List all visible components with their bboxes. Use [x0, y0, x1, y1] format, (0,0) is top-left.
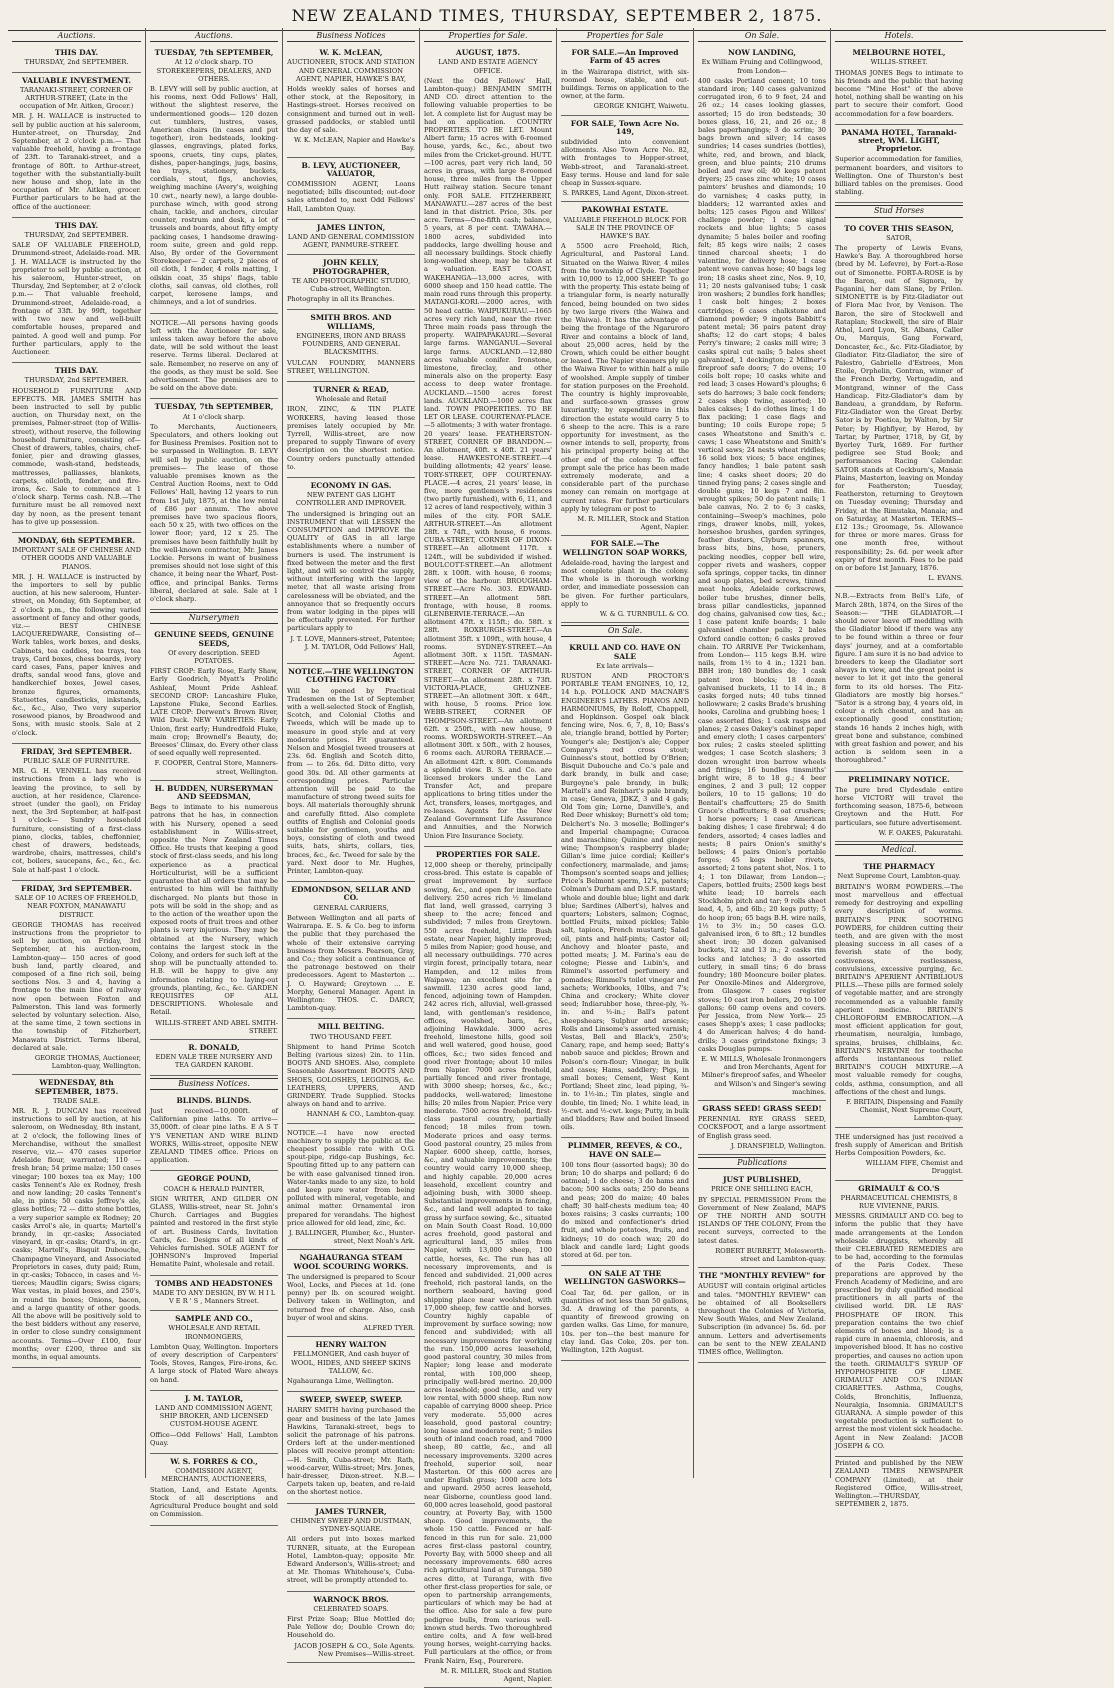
advertisement [835, 587, 963, 771]
ad-signature: GEORGE THOMAS, Auctioneer, Lambton-quay, Wellington. [34, 1053, 141, 1071]
advertisement [12, 533, 141, 744]
advertisement [12, 218, 141, 363]
advertisement [287, 478, 415, 664]
ad-body: Just received—10,000ft. of Californian pine laths. To arrive—35,000ft. of clear pine laths. E A S T Y'S VENETIAN AND WIRE BLIND WORKS, Willis-street, opposite NEW ZEALAND TIMES office. Prices on application. [150, 1106, 278, 1165]
ad-body: All orders put into boxes marked TURNER, situate, at the European Hotel, Lambton-quay; opposite Mr. Edward Anderson's, Willis-street; and at Mr. Thomas Whitehouse's, Cuba-street, will be promptly attended to. [287, 1535, 415, 1585]
ad-title: TUESDAY, 7th SEPTEMBER, [154, 402, 274, 412]
newspaper-columns [8, 28, 1106, 1684]
masthead-title: NEW ZEALAND TIMES, THURSDAY, SEPTEMBER 2, 1875. [291, 6, 823, 25]
ad-body: Begs to intimate to his numerous patrons that he has, in connection with his Nursery, opened a seed establishment in Willis-street, opposite the New Zealand Times Office. He trusts that keeping a good stock of first-class seeds, and his long experience as a practical Horticulturist, will be a sufficient guarantee that all orders that may be entrusted to him will be faithfully discharged. No plants but those in pots will be sold in the shop; and as to the action of the weather upon the exposed roots of fruit trees and other plants is very injurious. They may be obtained at the Nursery, which contains the largest stock in the Colony, and orders for such left at the shop will be punctually attended to. H.B. will be happy to give any information relating to laying-out grounds, planting, &c., &c. GARDEN REQUISITES OF ALL DESCRIPTIONS. Wholesale and Retail. [150, 803, 278, 1017]
ad-signature: JACOB JOSEPH & CO., Sole Agents. New Premises—Willis-street. [294, 1641, 415, 1658]
advertisement [287, 664, 415, 882]
ad-body: AUGUST will contain original articles and tales. "MONTHLY REVIEW" can be obtained of all Booksellers throughout the Colonies of Victoria, New South Wales, and New Zealand. Subscription (in advance) 5s. 6d. per annum. Letters and advertisements can be sent to the NEW ZEALAND TIMES office, Wellington. [698, 1282, 826, 1357]
ad-signature: W. F. OAKES, Pakuratahi. [878, 828, 963, 837]
section-heading: Medical. [835, 844, 963, 856]
advertisement [12, 881, 141, 1075]
ad-title: THIS DAY. [54, 48, 99, 58]
advertisement [150, 1311, 278, 1391]
ad-title: TOMBS AND HEADSTONES [155, 1278, 273, 1288]
advertisement [287, 255, 415, 310]
ad-subtitle: Ex late arrivals— [596, 661, 654, 670]
advertisement [287, 882, 415, 1019]
ad-body: THE undersigned has just received a fresh supply of American and British Herbs Composition Powders, &c. [835, 1132, 963, 1157]
ad-subtitle: ENGINEERS, IRON AND BRASS FOUNDERS, AND GENERAL BLACKSMITHS. [296, 331, 406, 357]
section-heading: On Sale. [698, 30, 826, 42]
ad-body: NOTICE.—All persons having goods left with the Auctioneer for sale, unless taken away before the above date, will be sold without the least reserve. Terms liberal. Declared at sale. Remember, no reserve on any of the goods, as they must be sold. See advertisement. The premises are to be sold on the above date. [150, 318, 278, 393]
ad-title: MELBOURNE HOTEL, [852, 48, 946, 58]
ad-subtitle: At 1 o'clock sharp. [182, 412, 246, 421]
ad-title: JOHN KELLY, PHOTOGRAPHER, [312, 258, 390, 276]
ad-body: A 5500 acre Freehold, Rich, Agricultural, and Pastoral Land. Situated on the Waiwa River, 4 miles from the township of Clyde. Together with 10,000 to 12,000 SHEEP. To go with the property. This estate being of a triangular form, is nearly naturally fenced, being bounded on two sides by two large rivers (the Waiwa and the Waiwa). It has the advantage of being the frontage of the Ngaruroro River and contains a block of land, about 25,000 acres, held by the Crown, which could be either bought or leased. The Napier steamers ply up the Waiwa River to within half a mile of woolshed. Ample supply of timber for station purposes on the Freehold. The country is highly improveable, and surface-sown grasses grow luxuriantly; by expenditure in this direction the estate would carry 5 to 6 sheep to the acre. This is a rare opportunity for investment, as the owner intends to sell, property, from his principal property being at the other end of the colony. To effect prompt sale the price has been made extremely moderate, and a considerable part of the purchase money can remain on mortgage at current rates. For further particulars apply by telegram or post to [561, 242, 689, 513]
ad-title: VALUABLE INVESTMENT. [22, 75, 131, 85]
ad-body: FIRST CROP: Early Rose, Early Shaw, Early Goodrich, Myatt's Prolific Ashleaf, Mount Pride Ashleaf. SECOND CROP: Lancashire Fluke, Lapstone Fluke, Second Earlies. LATE CROP: Derwent's Brown River, Wild Duck. NEW VARIETIES: Early Union, first early; Hundredfold Fluke, main crop; Brownell's Beauty, do; Breeses' Climax, do. Every other class of seed equally well represented. [150, 667, 278, 758]
advertisement [287, 1337, 415, 1392]
ad-body: N.B.—Extracts from Bell's Life, of March 28th, 1874, on the Sires of the Season:— "THE GLADIATOR.—I should never leave off meddling with the Gladiator blood if there was any to be found within a three or four days' journey, and at a comfortable figure. I am sure it is no bad advice to breeders to keep the Gladiator sort always in view, and the great point is never to let it get into the general form to its old horses. The Fitz-Gladiators are mostly big horses." "Sator is a strong bay, 4 years old, in colour a rich chesnut, and has an exceptionally good constitution; stands 16 hands 2 inches high, with great bone and substance, combined with great fashion and power, and his action is seldom seen in a thoroughbred." [835, 592, 963, 765]
advertisement [561, 1138, 689, 1266]
advertisement [150, 1454, 278, 1525]
ad-subtitle: TRADE SALE. [53, 1096, 100, 1105]
ad-title: PAKOWHAI ESTATE. [581, 205, 669, 215]
ad-subtitle: TWO THOUSAND FEET. [310, 1032, 392, 1041]
ad-title: GRASS SEED! GRASS SEED! [702, 1104, 822, 1113]
ad-subtitle: COMMISSION AGENT, MERCHANTS, AUCTIONEERS, [161, 1467, 267, 1484]
ad-body: NOTICE.—I have now erected machinery to supply the public at the cheapest possible rate with O.G. spout-pipe, ridge-cap Bushings, &c. Spouting fitted up to any pattern can be with ease galvanised tinned iron. Water-tanks made to any size, to hold and keep pure water from being polluted with mineral, vegetable, and animal matter. Ornamental iron prepared for verandahs. The highest price allowed for old lead, zinc, &c. [287, 1128, 415, 1227]
ad-body: Ngahauranga Lime, Wellington. [287, 1377, 394, 1386]
ad-title: SMITH BROS. AND WILLIAMS, [310, 313, 392, 331]
ad-body: VULCAN FOUNDRY, MANNERS STREET, WELLINGTON. [287, 358, 415, 375]
ad-subtitle: LAND AND GENERAL COMMISSION AGENT, PANMURE-STREET. [287, 233, 415, 250]
ad-body: The undersigned is prepared to Scour Wool, Locks, and Pieces at 1d. (one penny) per lb. on scoured weight. Delivery taken in Wellington, and returned free of charge. Also, cash buyer of wool and skins. [287, 1272, 415, 1322]
ad-subtitle: GENERAL CARRIERS, [313, 903, 389, 912]
ad-body: Will be opened by Practical Tradesmen on the 1st of September, with a well-selected Stock of English, Scotch, and Colonial Cloths and Tweeds, which will be made up to measure in good style and at very moderate prices. Fit guaranteed. Nelson and Mosgiel tweed trousers at 23s. 6d. English and Scotch ditto, from — to 26s. 6d. Ditto ditto, very good 30s. 0d. All other garments at corresponding prices. Particular attention will be paid to the manufacture of strong tweed suits for boys. All materials thoroughly shrunk and carefully fitted. Also complete outfits of English and Colonial goods suitable for gentlemen, youths and boys, consisting of cloth and tweed suits, hats, shirts, collars, ties, braces, &c., &c. Tweed for sale by the yard. Next door to Mr. Hughes, Printer, Lambton-quay. [287, 686, 415, 876]
imprint-footer: Printed and published by the NEW ZEALAND TIMES NEWSPAPER COMPANY (Limited), at their Registered Office, Willis-street, Wellington.—THURSDAY, SEPTEMBER 2, 1875. [835, 1459, 963, 1509]
ad-body: BRITAIN'S WORM POWDERS.—The most marvellous and effectual remedy for destroying and expelling every description of worms. BRITAIN'S PINK SOOTHING POWDERS, for children cutting their teeth, and are given with the most pleasing success in all cases of a feverish state of the body, costiveness, restlessness, convulsions, excessive purging, &c. BRITAIN'S APERIENT ANTIBILIOUS PILLS.—These pills are formed solely of vegetable matter, and are strongly recommended as a valuable family aperient medicine. BRITAIN'S CHLOROFORM EMBROCATION.—A most efficient application for gout, rheumatism, neuralgia, lumbago, sprains, bruises, chilblains, &c. BRITAIN'S NERVINE for toothache affords instantaneous relief. BRITAIN'S COUGH MIXTURE.—A most valuable remedy for coughs, colds, asthma, consumption, and all affections of the chest and lungs. [835, 882, 963, 1096]
ad-subtitle: THURSDAY, 2nd SEPTEMBER. [24, 231, 129, 240]
section-heading: Business Notices. [150, 1078, 278, 1090]
ad-signature: W. & G. TURNBULL & CO. [599, 610, 689, 618]
ad-title: WARNOCK BROS. [313, 1594, 389, 1604]
ad-signature: F. COOPER, Central Store, Manners-street, Wellington. [154, 759, 278, 776]
ad-subtitle: LAND AND ESTATE AGENCY OFFICE. [438, 58, 538, 75]
advertisement [561, 45, 689, 115]
ad-title: NOTICE.—THE WELLINGTON CLOTHING FACTORY [288, 667, 414, 685]
advertisement [287, 310, 415, 381]
section-heading: On Sale. [561, 625, 689, 637]
ad-body: MR. J. H. WALLACE is instructed to sell by public auction at his saleroom, Hunter-street, on Thursday, 2nd September, at 2 o'clock p.m.— That valuable freehold, having a frontage of 23ft. to Taranaki-street, and a frontage of 80ft. to Arthur-street, together with the substantially-built new house and shop, late in the occupation of Mr. Aitken, grocer. Further particulars to be had at the office of the auctioneer. [12, 112, 141, 211]
ad-title: ECONOMY IN GAS. [310, 480, 392, 490]
ad-body: MR. G. H. VENNELL has received instructions from a lady who is leaving the province, to sell by auction, at her residence, Clarence-street (under the gaol), on Friday next, the 3rd September, at half-past 1 o'clock— Sundry household furniture, consisting of a first-class piano, clocks, tables, cheffonnier, chest of drawers, bedsteads, wardrobe, chairs, mattresses, child's cot, boilers, saucepans, &c., &c., &c. Sale at half-past 1 o'clock. [12, 767, 141, 874]
ad-signature: ROBERT BURRETT, Molesworth-street and Lambton-quay. [715, 1246, 826, 1264]
section-heading: Nurserymen [150, 612, 278, 624]
ad-signature: E. W. MILLS, Wholesale Ironmongers and Iron Merchants, Agent for Milner's fireproof safes, and Wheeler and Wilson's and Singer's sewing machines. [701, 1054, 826, 1096]
ad-body: The property of Lewis Evans, Hawke's Bay. A thoroughbred horse (bred by M. Lefevre), by Fort-a-Rose out of Simonette. FORT-A-ROSE is by the Baron, out of Signora, by Paganini, her dam Slane, by Frilon. SIMONETTE is by Fitz-Gladiator out of Flora Mac Ivor, by Venison. The Baron, the sire of Stockwell and Rataplan; Stockwell, the sire of Blair Athol, Lord Lyon, St. Albans, Caller Ou, Marquis, Gang Forward, Doncaster, &c., &c. Fitz-Gladiator, by Gladiator. Fitz-Gladiator, the sire of Palestro, Gabrielle d'Estrees, Mon Etoile, Orphelin, Gontran, winner of the French Derby, Vertugadin, and Montgrand, winner of the Cass Handicap. Fitz-Gladiator's dam by Bandeau, a granddam, by Reform. Fitz-Gladiator won the Great Derby. Sator is by Poetica, by Walton, by Sir Peter; by Highflyer, by Herod, by Tartar, by Partner, 1718, by Gf, by Byerley Turk, 1689. For further pedigree see Stud Book; and performances Racing Calendar. SATOR stands at Cockburn's, Manaia Plains, Masterton, leaving on Monday for Featherston; Tuesday, Featherston, returning to Greytown on Tuesday evening; Thursday and Friday, at the Rimutaka, Manaia; and on Saturday, at Masterton. TERMS—£12 13s.; Groomage, 5s. Allowance for three or more mares. Grass for one month free, without responsibility; 2s. 6d. per week after expiry of first month. Fees to be paid on or before 1st January, 1876. [835, 244, 963, 572]
ad-title: GENUINE SEEDS, GENUINE SEEDS, [154, 630, 274, 648]
ad-body: Office—Odd Fellows' Hall, Lambton Quay. [150, 1430, 278, 1447]
advertisement [12, 45, 141, 72]
ad-title: AUGUST, 1875. [455, 48, 521, 58]
advertisement [424, 45, 552, 847]
ad-subtitle: COACH & HERALD PAINTER, [163, 1184, 265, 1193]
advertisement [287, 220, 415, 256]
ad-subtitle: Next Supreme Court, Lambton-quay. [837, 872, 961, 881]
advertisement [150, 781, 278, 1040]
ad-title: ON SALE AT THE WELLINGTON GASWORKS— [564, 1269, 686, 1287]
column-3 [282, 28, 419, 1658]
ad-body: (Next the Odd Fellows' Hall, Lambton-quay.) BENJAMIN SMITH AND CO. direct attention to the following valuable properties to be let. A complete list for August may be had on application. COUNTRY PROPERTIES. TO BE LET. Mount Albert farm; 15 acres with 6-roomed house, yards, &c., &c., about two miles from the Cricket-ground. HUTT.—100 acres, part very rich land, 50 acres in grass, with large 8-roomed house, three miles from the Upper Hutt railway station. Secure tenant only. FOR SALE. FITZHERBERT, MANAWATU.—287 acres of the best land in that district. Price, 30s. per acre. Terms—One-fifth cash; balance, 5 years, at 8 per cent. TAWAHA.—1800 acres, subdivided into paddocks, large dwelling house and all necessary buildings. Stock chiefly long-woolled sheep, may be taken at a valuation. EAST COAST, WAKEHANGA—13,000 acres, with 6000 sheep and 150 head cattle. The main road runs through this property. MATANGI-KORI.—2000 acres, with 50 head cattle. WAIPUKURAU.—1665 acres very rich land, near the river. Three main roads pass through the property. WAIPAPAKAURI.—Several large farms. WANGANUI.—Several large farms. AUCKLAND.—12,880 acres valuable conifer. Ironstone, limestone, fireclay, and other minerals also on the property. Easy access to deep water frontage. AUCKLAND.—1500 acres forest lands. AUCKLAND.—1000 acres flax land. TOWN PROPERTIES. TO BE LET OR LEASE. COURTENAY-PLACE.—5 allotments; 3 with water frontage. 20 years' lease. FEATHERSTON-STREET, CORNER OF BRANDON.—An allotment, 40ft. x 40ft. 21 years' lease. HAWKESTONE-STREET.—4 building allotments; 42 years' lease. TORY-STREET, OFF COURTENAY-PLACE.—4 acres, 21 years' lease, in five, more gentlemen's residences (two partly furnished), with 6, 11, and 12 acres of land respectively, within 3 miles of the city. FOR SALE. ARTHUR-STREET.—An allotment 28ft. x 74ft., with house, 6 rooms. CUBA-STREET, CORNER OF DIXON-STREET.—An allotment 117ft. x 124ft., will be subdivided if wished. BOULCOTT-STREET.—An allotment 28ft. x 100ft. with house, 6 rooms; view of the harbour. BROUGHAM-STREET.—Acre No. 303. EDWARD-STREET.—An allotment 58ft. frontage, with house, 8 rooms. GLENBERVIE-TERRACE.—An allotment 47ft. x 115ft.; do. 58ft. x 28ft. ROXBURGH-STREET.—An allotment 35ft. x 109ft., with house, 4 rooms. SYDNEY-STREET.—An allotment 30ft. x 115ft. TASMAN-STREET.—Acre No. 721. TARANAKI-STREET, CORNER OF ARTHUR-STREET.—An allotment 28ft. x 73ft. VICTORIA-PLACE, GHUZNEE-STREET.—An allotment 30ft. x 64ft., with house, 5 rooms. Price low. WEBB-STREET, CORNER OF THOMPSON-STREET.—An allotment 62ft. x 250ft., with new house, 9 rooms. WORDSWORTH-STREET.—An allotment 30ft. x 50ft., with 2 houses, 6 rooms each. AURORA TERRACE.—An allotment 42ft. x 80ft. Commands a splendid view. B. S. and Co. are licensed brokers under the Land Transfer Act, and prepare applications to bring titles under the Act, transfers, leases, mortgages, and re-leases. Agents for the New Zealand Government Life Assurance and Annuities, and the Norwich Union Fire Insurance Society. [424, 76, 552, 840]
advertisement [835, 1128, 963, 1181]
ad-signature: WILLIAM FIFE, Chemist and Druggist. [865, 1159, 963, 1176]
ad-title: FOR SALE.—The WELLINGTON SOAP WORKS, [562, 539, 688, 557]
ad-subtitle: PHARMACEUTICAL CHEMISTS, 8 RUE VIVIENNE, PARIS. [840, 1193, 958, 1210]
ad-body: BY SPECIAL PERMISSION From the Government of New Zealand, MAPS OF THE NORTH AND SOUTH ISLANDS OF THE COLONY, From the recent surveys, corrected to the latest dates. [698, 1195, 826, 1245]
ad-title: FRIDAY, 3rd SEPTEMBER. [21, 883, 132, 893]
ad-signature: WILLIS-STREET AND ABEL SMITH-STREET. [155, 1018, 278, 1035]
ad-title: HENRY WALTON [315, 1340, 387, 1350]
ad-title: PRELIMINARY NOTICE. [848, 774, 950, 784]
ad-body: The undersigned is bringing out an INSTRUMENT that will LESSEN the CONSUMPTION and IMPROVE the QUALITY of GAS in all large establishments where a number of burners is used. The instrument is fixed between the meter and the first light, and will so control the supply, without interfering with the larger meter, that all waste arising from carelessness will be obviated, and the annoyance that so frequently occurs from water lodging in the pipes will be effectually prevented. For further particulars apply to [287, 509, 415, 633]
section-heading: Properties for Sale [561, 30, 689, 42]
ad-body: subdivided into convenient allotments. Also Town Acre No. 82, with frontages to Hopper-street, Webb-street, and Taranaki-street. Easy terms. House and land for sale cheap in Sussex-square. [561, 138, 689, 188]
ad-body: in the Wairarapa district, with six-roomed house, stable, and out-buildings. Terms on application to the owner, at the farm. [561, 67, 689, 101]
ad-body: To Merchants, Auctioneers, Speculators, and others looking out for Business Premises. Position not to be surpassed in Wellington. B. LEVY will sell by public auction, on the premises— The lease of those valuable premises known as the Central Auction Rooms, next to Odd Fellows' Hall, having 12 years to run from 1st July, 1875, at the low rental of £86 per annum. The above premises have two spacious floors, each 50 x 25, with two offices on the lower floor; yard, 12 x 25. The premises have been faithfully built by the well-known contractor, Mr. James Lockie. Persons in want of business premises should not lose sight of this chance, it being near the Wharf, Post-office, and principal Banks. Terms liberal, declared at sale. Sale at 1 o'clock sharp. [150, 422, 278, 603]
ad-body: MR. R. J. DUNCAN has received instructions to sell by auction, at his saleroom, on Wednesday, 8th instant, at 2 o'clock, the following lines of Merchandise, without the smallest reserve, viz.— 470 cases superior Adelaide flour, warranted; 110 — fresh bran; 54 prime malze; 150 cases vinegar; 100 boxes tea ex May; 100 casks Tennent's Ale ex Rodney, fresh and now landing; 20 casks Tennent's ale, in pints; 50 casks Jeffrey's ale, glass bottles; 72 — ditto stone bottles, a very superior sample ex Rodney; 20 casks Arrol's ale, in quarts; Martell's brandy, in qr.-casks; Associated vineyard, in qr.-casks; Otard's, in qr.-casks; Martell's, Bisquit Dubouche, Champagne Vineyard, and Associated Proprietors in cases, duty paid; Rum, in qr.-casks; Tobacco, in cases and ½-tierces; Maudlin cigars; Swiss cigars; Wax vestas, in plaid boxes, and 250's, in round tin boxes; Onions, bacon, and a large quantity of other goods. All the above will be positively sold to the best bidders without any reserve, in order to close sundry consignment accounts. Terms—Over £100, four months; over £200, three and six months, in equal amounts. [12, 1106, 141, 1362]
ad-body: Coal Tar, 6d. per gallon, or in quantities of not less than 50 gallons, 3d. A drawing of the parents, a quantity of firewood growing on garden walks. Gas Lime, for manure, 10s. per ton—the best manure for clay land. Gas Coke, 20s. per ton. Wellington, 12th August. [561, 1288, 689, 1355]
ad-subtitle: WILLIS-STREET. [870, 58, 928, 67]
ad-title: WEDNESDAY, 8th SEPTEMBER, 1875. [34, 1078, 119, 1096]
ad-title: FOR SALE, Town Acre No. 149, [570, 118, 680, 136]
section-heading: Hotels. [835, 30, 963, 42]
ad-title: B. LEVY, AUCTIONEER, VALUATOR, [301, 160, 401, 178]
ad-body: Between Wellington and all parts of Wairarapa. E. S. & Co. beg to inform the public that they purchased the whole of their extensive carrying business from Messrs. Pearson, Gray, and Co.; they solicit a continuance of the patronage bestowed on their predecessors. Agent to Masterton ... J. O. Hayward; Greytown ... E. Morphy, General Manager. Agent in Wellington: THOS. C. DARCY, Lambton-quay. [287, 913, 415, 1013]
advertisement [287, 45, 415, 157]
advertisement [287, 382, 415, 478]
advertisement [698, 1268, 826, 1363]
advertisement [12, 744, 141, 881]
ad-title: SWEEP, SWEEP, SWEEP. [299, 1395, 403, 1405]
ad-signature: F. BRITAIN, Dispensing and Family Chemist, Next Supreme Court, Lambton-quay. [845, 1097, 963, 1123]
advertisement [150, 314, 278, 400]
ad-title: GEORGE POUND, [176, 1174, 252, 1184]
ad-title: FRIDAY, 3rd SEPTEMBER. [21, 746, 132, 756]
ad-body: Superior accommodation for families, permanent boarders, and visitors to Wellington. One of Thurston's best billiard tables on the premises. Good stabling. [835, 155, 963, 197]
advertisement [12, 1075, 141, 1368]
advertisement [287, 1019, 415, 1123]
advertisement [150, 1171, 278, 1275]
ad-signature: GEORGE KNIGHT, Waiwetu. [593, 102, 689, 111]
advertisement [835, 221, 963, 588]
ad-body: SIGN WRITER, AND GILDER ON GLASS, Willis-street, near St. John's Church. Carriages and Buggies painted and restored in the first style of art. Business Cards, Invitation Cards, &c. Designs of all kinds of Vehicles furnished. SOLE AGENT for JOHNSON's Improved Imperial Hematite Paint, wholesale and retail. [150, 1194, 278, 1269]
ad-body: Photography in all its Branches. [287, 295, 395, 304]
column-7 [830, 28, 967, 1509]
advertisement [561, 116, 689, 203]
ad-title: BLINDS. BLINDS. [176, 1095, 252, 1105]
ad-title: JAMES LINTON, [316, 222, 386, 232]
ad-title: J. M. TAYLOR, [184, 1393, 244, 1403]
ad-title: GRIMAULT & CO.'S [858, 1183, 940, 1193]
advertisement [424, 847, 552, 1688]
advertisement [698, 1172, 826, 1268]
ad-signature: ALFRED TYER. [363, 1324, 415, 1333]
ad-signature: J. BALLINGER, Plumber, &c., Hunter-street, Next Noah's Ark. [288, 1229, 415, 1246]
ad-title: SAMPLE AND CO., [175, 1314, 253, 1324]
ad-signature: J. T. LOVE, Manners-street, Patentee; J. M. TAYLOR, Odd Fellows' Hall, Agent. [290, 634, 415, 659]
ad-body: Lambton Quay, Wellington. Importers of every description of Carpenters' Tools, Stoves, Ranges, Fire-irons, &c. A large stock of Plated Ware always on hand. [150, 1342, 278, 1384]
section-heading: Properties for Sale. [424, 30, 552, 42]
column-4 [419, 28, 556, 1684]
ad-body: GEORGE THOMAS has received instructions from the proprietor to sell by auction, on Friday, 3rd September, at his auction-room, Lambton-quay— 150 acres of good bush land, partly cleared, and composed of a fine rich soil, being sections Nos. 3 and 4, having a frontage to the main line of railway now open between Foxton and Palmerston. This land was formerly selected by voluntary selection. Also, at the same time, 2 town sections in the township of Fitzherbert, Manawatu District. Terms liberal, declared at sale. [12, 920, 141, 1052]
ad-title: EDMONDSON, SELLAR AND CO. [291, 885, 411, 903]
ad-signature: M. R. MILLER, Stock and Station Agent, Napier. [440, 1666, 552, 1684]
ad-title: TO COVER THIS SEASON, [844, 223, 954, 233]
ad-body: COMMISSION AGENT, Loans negotiated; bills discounted; out-door sales attended to, next Odd Fellows' Hall, Lambton Quay. [287, 180, 415, 213]
ad-title: W. S. FORRES & CO., [170, 1457, 258, 1467]
ad-body: 400 casks Portland cement; 10 tons standard iron; 140 cases galvanized corrugated iron, 6 to 9 feet, 24 and 26 oz.; 14 cases looking glasses, assorted; 15 do iron bedsteads; 30 boxes glass, 16, 21, and 26 oz.; 8 bales paperhangings; 3 do scrim; 30 bags brown and silver; 14 cases sundries; 14 cases sundries (bottles), white, red, and brown, and black, green, and blue paints; 210 drums boiled and raw oil; 40 kegs patent dryers; 25 cases zinc white; 10 cases painters' brushes and diamonds; 10 do varnishes; 4 casks putty, in bladders; 12 warranted axles and bolts; 125 cases Pigou and Wilkes' challenge powder; 1 case signal rockets and blue lights; 5 cases dynamite; 5 bales boiler and roofing felt; 85 kegs wire nails; 2 cases tinned charcoal sheets; 1 do valentine, for delivery hose; 1 case patent wove canvas hose; 40 bags leg iron; 18 casks sheet zinc, Nos. 9, 10, 11; 20 nests galvanised tubs; 1 cask iron washers; 2 bundles fork handles; 1 cask bolt hinges; 2 boxes cartridges; 6 cases chalkstone and diamond powder; 9 ingots Babbitt's patent metal; 36 pairs patent dray shafts; 12 do cart stops; 4 bales Perry's tinware; 2 casks mill wire; 3 casks spiral cut nails; 5 bales sheet galvanized, 1 deckington; 2 Millner's fireproof safe doors; 7 do ovens; 10 coils bolt rope; 10 casks white and red lead; 3 cases Howard's ploughs; 6 sets do harrows; 3 bale cock fenders; 2 cases shop twine, assorted; 10 bales cakses; 1 do clothes lines; 1 do flax packing; 1 case flags and bunting; 10 coils Europe rope; 5 cases Wheatstone and Smith's c. caws; 1 case Wheatstone and Smith's vertical saws; 24 nests wheat riddles; 16 solid box vices; 5 bace engines, fancy handles; 1 bale patent sash line; 4 casks sheet doors; 20 do tinned frying pans; 2 cases single and double guns; 10 kegs 7 and 8in. wrought spikes; 50 do patent nails; 1 bale canvas, No. 2 to 6; 3 casks, containing—Sweep's machines, pole rings, drawer knobs, mill, yokes, horseshoe brushes, garden syringes, feather dusters, Clyburn spanners, brass bits, bins, hose, pruners, packing needles, copper bell wire, copper rivets and washers, copper sofa springs, copper tacks, tin dinner and soup plates, bed screws, tinned meat hooks, Adelaide corkscrews, boiler tube brushes, dinner bells, brass pillar candlesticks, japanned dog chains, galvanised cow ties, &c.; 1 case patent knife boards; 1 bale galvanised chamber pails; 2 bales Oxford candle cotton; 6 casks proved chain. TO ARRIVE Per Twickenham, from London— 115 kegs B.H. wire nails, from 1½ to 4 in.; 1321 ban. BBH iron; 180 bundles do; 1 cask patent iron blocks; 18 dozen galvanised buckets, 11 to 14 in.; 8 casks forged nuts; 40 tubs tinned hollowware; 2 casks Brade's brushing hooks, Carolina and grubbing hoes; 1 case assorted files; 1 cask rasps and planes; 2 cases Oakey's cabinet paper and emery cloth; 1 cases carpenters' box rules; 2 casks steeled splitting wedges; 1 case Scotch slashers; 3 dozen wrought iron barrow wheels and fittings; 16 bundles tinsmiths' bright wire, 8 to 18 g.; 4 beer engines, 2 and 3 pull; 12 copper boilers, 10 to 15 gallons; 10 do Bentail's chaffcutters; 25 do Smith Grace's chaffcutters; 8 oat crushers; 1 horse powers; 1 case American baking dishes; 1 case firebrwal; 4 do fenders, assorted; 4 cases ladles and nests; 8 pairs Onion's smithy's bellows; 4 pairs Onion's portable forges; 45 kegs boiler rivets, assorted; 2 tons patent shot, Nos. 1 to 4; 1 ton Dilawar, from London—; Capers, bottled fruits; 2500 kegs best white lead; 10 barrels each Stockholm pitch and tar; 9 rolls sheet lead, 4, 5, and 6lb.; 20 kegs putty; 5 do hoop iron; 65 bags B.H. wire nails, 1½ to 3½ in.; 50 cases G.O. galvanised iron, 6 to 8ft.; 12 bundles sheet iron; 30 dozen galvanised buckets, 12 and 13 in.; 2 casks rim locks and latches; 3 do assorted cutlery, in small tins; 6 do brass foundry; 180 Mooncure boiler plates. Per Onoxile-Mines and Aldergrove, from Glasgow. 7 cases register stoves; 10 cast iron boilers, 20 to 100 gallons; 60 camp ovens and covers. Per Jessica, from New York— 25 cases Shepp's axes; 1 case padlocks; 4 do American halves; 4 do hand-drills; 3 cases grindstone fixings; 3 casks Douglas pumps. [698, 76, 826, 1053]
ad-title: THE "MONTHLY REVIEW" for [698, 1271, 826, 1281]
ad-title: KRULL AND CO. HAVE ON SALE [569, 643, 681, 661]
advertisement [287, 1592, 415, 1663]
ad-subtitle: TARANAKI-STREET, CORNER OF ARTHUR-STREET, (Late in the occupation of Mr. Aitken, Grocer.) [19, 85, 134, 111]
section-heading: Auctions. [12, 30, 141, 42]
ad-subtitle: TE ARO PHOTOGRAPHIC STUDIO, Cuba-street, Wellington. [291, 276, 411, 294]
advertisement [835, 125, 963, 204]
masthead [0, 6, 1114, 25]
section-heading: Publications [698, 1157, 826, 1169]
ad-subtitle: THURSDAY, 2nd SEPTEMBER. [24, 376, 129, 385]
ad-body: 12,000 sheep or thereby, principally cross-bred. This estate is capable of great improvement by surface sowing, &c., and open for immediate delivery. 250 acres rich ½ limeland flat land, well grassed, carrying 3 sheep to the acre; fenced and subdivided; 7 miles from Greytown. 550 acres freehold, Little Bush estate, near Napier, highly improved; 5 miles from Napier; good house, and all necessary outbuildings. 770 acres virgin forest, principally totara, near Hampden, and 12 miles from Waipawa; an excellent site for a sawmill. 1230 acres good land, fenced, adjoining town of Hampden. 242 acres rich, alluvial, well-grassed land, with gentleman's residence, offices, woolshed, barn, &c., adjoining Hawkdale. 3000 acres freehold, limestone hills, good soil and well watered, good house, good offices, &c.; two sides fenced and good river frontage; about 10 miles from Napier. 7000 acres freehold, partially fenced and river frontage, with 3000 sheep; horses, &c., &c.; paddocks, well-watered; limestone hills; 20 miles from Napier. Price very moderate. 7500 acres freehold, first-class pastoral country, partially fenced; 18 miles from town. Moderate prices and easy terms. Good pastoral country, 25 miles from Napier. 6000 sheep, cattle, horses, &c., and valuable improvements; the country would carry 10,000 sheep, and highly capable. 20,000 acres leasehold, excellent country and adjoining bush, with 3000 sheep. Substantial improvements in fencing, &c., and land well adapted to take grass by surface sowing, &c., situated on Main South Coast Road. 10,000 acres freehold, good pastoral and agricultural land, 35 miles from Napier, with 13,000 sheep, 100 cattle, horses, &c. The run has all necessary improvements, and is fenced and subdivided. 21,000 acres freehold, rich pastoral lands, on the northern seaboard, having good shipping place near woolshed, with 17,000 sheep, few cattle and horses. Country highly capable of improvement by surface sowing; now fenced and subdivided; with all necessary improvements for working the run. 150,000 acres leasehold, good pastoral country, 30 miles from Napier; long lease and moderate rental, with 100,000 sheep, principally well-bred merino. 20,000 acres leasehold; good title, and very low rental, with 5000 sheep. Run now capable of carrying 8000 sheep. Price very moderate. 55,000 acres leasehold, good pastoral country; long lease and moderate rent; 5 miles south of inland coach road, and 7000 sheep, 80 cattle, &c., and all necessary improvements. 3200 acres freehold, superior soil, near Masterton. Of this 600 acres are under English grass; 1000 acre lots and upward. 2950 acres leasehold, near Gisborne, countless good land. 60,000 acres leasehold, good pastoral country, at Poverty Bay, with 1500 sheep. Good improvements, the whole 150 cattle. Fenced or half-fenced in this run for sale. 21,000 acres first-class pastoral country, Poverty Bay, with 5000 sheep and all necessary improvements. 680 acres rich agricultural land at Turanga. 580 acres ditto, at Turanga, with five other first-class properties for sale, or open to partnership arrangements, particulars of which may be had at the office. Also for sale a few pure pedigree bulls, from various well-known stud herds. Two thoroughbred entire colts, and A few well-bred young horses, weight-carrying hacks. Full particulars at the office, or from Frank Nairn, Esq., Pourerere. [424, 860, 552, 1665]
ad-subtitle: AUCTIONEER, STOCK AND STATION AND GENERAL COMMISSION AGENT, NAPIER, HAWKE'S BAY, [287, 58, 415, 83]
advertisement [12, 363, 141, 533]
ad-body: MESSRS. GRIMAULT AND CO. beg to inform the public that they have made arrangements at the London wholesale druggists, whereby all their CELEBRATED REMEDIES are to be had, according to the formulas of the Paris Codex. These preparations are approved by the French Academy of Medicine, and are prescribed by duly qualified medical practitioners in all parts of the civilised world. DR. LE RAS' PHOSPHATE OF IRON. This preparation contains the two chief elements of bones and blood; is a rapid cure in anaemia, chlorosis, and impoverished blood. It has no costive properties, and causes no action upon the teeth. GRIMAULT'S SYRUP OF HYPOPHOSPHITE OF LIME. GRIMAULT AND CO.'S INDIAN CIGARETTES. Asthma, Coughs, Colds, Bronchitis, Influenza, Neuralgia, Insomnia. GRIMAULT'S GUARANA. A simple powder of this vegetable production is sufficient to arrest the most violent sick headache. Agent in New Zealand: JACOB JOSEPH & CO. [835, 1212, 963, 1450]
ad-signature: L. EVANS. [928, 574, 963, 583]
ad-title: PROPERTIES FOR SALE. [435, 849, 541, 859]
column-1 [8, 28, 145, 1478]
ad-body: B. LEVY will sell by public auction, at his rooms, next Odd Fellows' Hall, without the slightest reserve, the undermentioned goods— 120 dozen cut tumblers, lustres, vases, American chairs (in cases and put together), iron bedsteads, looking-glasses, engravings, plated forks, spoons, cruets, tiny cups, plates, dishes, paper-hangings, jugs, basins, tea trays, stationery, buckets, cordials, stout, figs, anchovies, weighing machine (Avery's, weighing 10 cwt., nearly new), a large double-purchase winch, with good strong chain, tackle, and anchors, circular counter, rostrum and desk, a lot of trussels and boards, about fifty empty packing cases, 1 handsome drawing-room suite, green and gold repp. Also, By order of the Government Storekeeper— 2 carpets, 2 pieces of oil cloth, 1 fender, 4 rolls matting, 1 oilskin coat, 35 ships' flags, table cloths, sail canvas, old clothes, roll carpet, kerosene lamps, and chimneys, and a lot of sundries. [150, 85, 278, 307]
ad-title: JUST PUBLISHED, [722, 1175, 802, 1185]
ad-subtitle: CELEBRATED SOAPS. [313, 1604, 389, 1613]
ad-subtitle: SALE OF 10 ACRES OF FREEHOLD, NEAR FOXTON, MANAWATU DISTRICT. [14, 894, 139, 919]
ad-body: HARRY SMITH having purchased the gear and business of the late James Hawkins, Taranaki-street, begs to solicit the patronage of his patrons. Orders left at the under-mentioned places will receive prompt attention:—H. Smith, Cuba-street; Mr. Rath, wood-carver, Willis-street; Mrs. Jones, hair-dresser, Dixon-street. N.B.—Carpets taken up, beaten, and re-laid on the shortest notice. [287, 1406, 415, 1497]
ad-signature: S. PARKES, Land Agent, Dixon-street. [562, 189, 689, 198]
advertisement [150, 1093, 278, 1172]
ad-title: JAMES TURNER, [315, 1506, 387, 1516]
ad-title: NOW LANDING, [728, 48, 796, 58]
ad-title: THE PHARMACY [863, 862, 935, 872]
column-6 [693, 28, 830, 1478]
ad-subtitle: Ex William Fruing and Collingwood, from London— [701, 58, 823, 75]
advertisement [287, 1124, 415, 1251]
advertisement [698, 1101, 826, 1155]
advertisement [698, 45, 826, 1101]
ad-subtitle: VALUABLE FREEHOLD BLOCK FOR SALE IN THE PROVINCE OF HAWKE'S BAY. [563, 215, 687, 241]
ad-body: IRON, ZINC, & TIN PLATE WORKERS, having leased those premises lately occupied by Mr. Tyrrell, Willis-street, are now prepared to supply Tinware of every description on the shortest notice. Country orders punctually attended to. [287, 405, 415, 471]
ad-subtitle: EDEN VALE TREE NURSERY AND TEA GARDEN KAROBI. [155, 1053, 273, 1070]
ad-title: THIS DAY. [54, 366, 99, 376]
ad-body: THOMAS JONES Begs to intimate to his friends and the public that having become "Mine Host" of the above hotel, nothing shall be wanting on his part to secure their comfort. Good accommodation for a few boarders. [835, 68, 963, 118]
ad-subtitle: IMPORTANT SALE OF CHINESE AND OTHER GOODS AND VALUABLE PIANOS. [12, 546, 141, 571]
ad-body: HOUSEHOLD FURNITURE AND EFFECTS. MR. JAMES SMITH has been instructed to sell by public auction, on Thursday next, on the premises, Palmer-street (top of Willis-street), without reserve, the following household furniture, consisting of— Chest of drawers, tables, chairs, chef-fonier, pier and drawing glasses, commode, wash-stand, bedsteads, mattresses, palliasses, blankets, carpets, oilcloth, fender, and fire-irons, &c. Sale to commence at 1 o'clock sharp. Terms cash. N.B.—The furniture must be all removed next day by noon, as the present tenant has to give up possession. [12, 386, 141, 526]
advertisement [287, 1250, 415, 1337]
ad-body: First Prize Soap; Blue Mottled do; Pale Yellow do; Double Crown do; Household do. [287, 1614, 415, 1640]
ad-signature: M. R. MILLER, Stock and Station Agent, Napier. [577, 514, 689, 532]
ad-title: MILL BELTING. [317, 1022, 385, 1032]
ad-body: SALE OF VALUABLE FREEHOLD, Drummond-street, Adelaide-road. MR. J. H. WALLACE is instructed by the proprietor to sell by public auction, at his saleroom, Hunter-street, on Thursday, 2nd September, at 2 o'clock p.m.— That valuable freehold, Drummond-street, Adelaide-road, a frontage of 33ft. by 99ft, together with two new and well-built comfortable houses, prepared and painted. A good well and pump. For further particulars, apply to the Auctioneer. [12, 241, 141, 356]
ad-subtitle: SATOR, [886, 233, 912, 242]
section-heading: Auctions. [150, 30, 278, 42]
ad-body: 100 tons flour (assorted bags); 30 do bran; 10 do sharps and pollard; 6 do oatmeal; 1 do cheese; 3 do hams and bacon; 500 sacks oats; 250 do beans and peas; 200 do maize; 40 bales chaff; 30 half-chests medium tea; 40 boxes raisins; 3 casks currants; 100 do mixed and confectioner's dried fruit, and whole potatoes, fruits, and kidneys; 10 do coach wax; 20 do black and candle lard; Light goods stored at 6d. per ton. [561, 1160, 689, 1260]
advertisement [150, 45, 278, 313]
advertisement [150, 627, 278, 780]
advertisement [287, 1392, 415, 1503]
advertisement [150, 1391, 278, 1454]
advertisement [287, 1504, 415, 1592]
advertisement [150, 399, 278, 610]
section-heading: Business Notices [287, 30, 415, 42]
advertisement [835, 45, 963, 125]
ad-body: The pure bred Clydesdale entire horse VICTORY will travel the forthcoming season, 1875-6, between Greytown and the Hutt. For particulars, see future advertisement. [835, 785, 963, 827]
ad-subtitle: WHOLESALE AND RETAIL IRONMONGERS, [168, 1324, 260, 1341]
advertisement [150, 1040, 278, 1076]
ad-body: PERENNIAL RYE GRASS SEED, COCKSFOOT, and a large assortment of English grass seed. [698, 1115, 826, 1140]
ad-title: THIS DAY. [54, 220, 99, 230]
ad-title: PLIMMER, REEVES, & CO., HAVE ON SALE— [567, 1141, 683, 1159]
ad-signature: W. K. McLEAN, Napier and Hawke's Bay. [294, 136, 415, 153]
advertisement [12, 73, 141, 218]
advertisement [561, 536, 689, 623]
ad-body: Holds weekly sales of horses and other stock, at the Repository, in Hastings-street. Horses received on consignment and turned out in well-grassed paddocks, or stabled until the day of sale. [287, 85, 415, 135]
ad-title: R. DONALD, [188, 1042, 240, 1052]
column-2 [145, 28, 282, 1519]
ad-body: Station, Land, and Estate Agents. Stock of all descriptions and Agricultural Produce bought and sold on Commission. [150, 1485, 278, 1519]
advertisement [287, 158, 415, 220]
ad-signature: J. DRANSFIELD, Wellington. [730, 1141, 826, 1150]
advertisement [561, 640, 689, 1138]
ad-subtitle: MADE TO ANY DESIGN, BY W. H I L V E R ' S , Manners Street. [152, 1288, 276, 1306]
advertisement [835, 1181, 963, 1458]
advertisement [835, 859, 963, 1127]
ad-subtitle: LAND AND COMMISSION AGENT, SHIP BROKER, AND LICENSED CUSTOM-HOUSE AGENT. [155, 1404, 273, 1429]
ad-body: MR. J. H. WALLACE is instructed by the importers to sell by public auction, at his new saleroom, Hunter-street, on Monday, 6th September, at 2 o'clock p.m., the following varied assortment of fancy and other goods, viz.— BEST CHINESE LACQUEREDWARE, Consisting of— Work tables, work boxes, and desks, Cabinets, tea caddies, tea trays, tea trays, Card boxes, chess boards, ivory card cases, Fans, paper knives and drafts, sandal wood fans, glove and handkerchief boxes, Jewel cases, bronze figures, ornaments, Statuettes, candlesticks, inkstands, &c., &c., Also, Two very superior rosewood pianos, by Broadwood and Sons, with music stools. Sale at 2 o'clock. [12, 572, 141, 737]
ad-subtitle: Of every description. SEED POTATOES. [168, 648, 260, 666]
column-5 [556, 28, 693, 1478]
ad-body: Shipment to hand Prime Scotch Belting (various sizes) 2in. to 11in. BOOTS AND SHOES. Also, complete Seasonable Assortment BOOTS AND SHOES, GOLOSHES, LEGGINGS, &c. LEATHERS, UPPERS, AND GRINDERY. Trade Supplied. Stocks always on hand and to arrive. [287, 1042, 415, 1109]
ad-title: PANAMA HOTEL, Taranaki-street, WM. LIGHT, Proprietor. [841, 127, 957, 154]
ad-subtitle: At 12 o'clock sharp. TO STOREKEEPERS, DEALERS, AND OTHERS. [156, 58, 272, 83]
ad-title: H. BUDDEN, NURSERYMAN AND SEEDSMAN, [154, 783, 274, 802]
advertisement [561, 1266, 689, 1361]
ad-subtitle: PRICE ONE SHILLING EACH, [711, 1185, 813, 1194]
section-heading: Stud Horses [835, 205, 963, 217]
ad-body: RUSTON AND PROCTOR'S PORTABLE TEAM ENGINES, 10, 12, 14 h.p. POLLOCK AND MACNAB'S ENGINEER'S LATHES. PIANOS AND HARMONIUMS, By Roloff, Chappell, and Hopkinson. Gospel oak black fencing wire, Nos. 6, 7, 8, 10; Bass's ale, triangle brand, bottled by Porter; Younger's ale; Destijon's ale; Copper Company's red cross stout; Guinness's stout, bottled by O'Brien; Bisquit Dubouche and Co.'s pale and dark brandy, in bulk and case; Burgoyne's pale brandy, in bulk; Martell's and Reinhart's pale brandy, in case; Geneva, JDKZ, 3 and 4 gals; Old Tom gin; Lorne, Danville's, and Red Deer whiskey; Burnett's old tom; Delchert's No. 3 moselle; Bollinger's and Imperial champagne; Curacoa and maraschino; Quinine and ginger wine; Thompson's raspberry blade; Gillan's lime juice cordial; Keiller's confectionery, marmalade, and jams; Thompson's scented soaps and jellies; Price's Belmont sperm, 12's, patents; Colman's Durham and D.S.F. mustard; whole and double blue; light and dark blue; Sardines (Albert's), halves and quarters; Lobsters, salmon; Cognac, bottled Fruits, mixed pickles; Table salt, tapioca, French mustard; Salad oil, pints and half-pints; Castor oil; Anchovy and bloater paste, and potted meats; J. M. Farina's eau de cologne; Piesse and Lubin's, and Rimmel's assorted perfumery and pomades; Rimmel's toilet vinegar and sachets; Workbooks, 10lbs, and 7's; China and crockery; White clover seed; Indiarubber hose, three-ply, ¾-in. and ½-in.; Ball's patent sheepshears; Sulphur and arsenic; Rolls and Linsome's assorted varnish; Vestas, Bell and Black's, 250's; Canary, rape, and hemp seed; Batty's nabob sauce and pickles; Brown and Polson's corn-flour; Vinegar, in bulk and cases; Hams, saddlery; Pigs, in small boxes; Cement, West Kent Portland; Sheet zinc, lead piping, ¾-in. to 1½-in.; Tin plates, single and double, tin lined; No. 1 white lead, in ½-cwt. and ½-cwt. kegs; Putty, in bulk and bladders; Raw and boiled linseed oils. [561, 672, 689, 1132]
ad-title: TURNER & READ, [313, 384, 389, 394]
advertisement [835, 772, 963, 842]
advertisement [561, 202, 689, 536]
ad-subtitle: Wholesale and Retail [315, 395, 387, 404]
ad-subtitle: NEW PATENT GAS LIGHT CONTROLLER AND IMPROVER. [295, 491, 407, 508]
ad-subtitle: FELLMONGER, And cash buyer of WOOL, HIDES, AND SHEEP SKINS TALLOW, &c. [291, 1350, 411, 1375]
ad-title: W. K. McLEAN, [319, 48, 383, 58]
ad-subtitle: THURSDAY, 2nd SEPTEMBER. [24, 58, 129, 67]
advertisement [150, 1276, 278, 1312]
ad-title: MONDAY, 6th SEPTEMBER. [17, 535, 136, 545]
ad-title: NGAHAURANGA STEAM WOOL SCOURING WORKS. [293, 1253, 409, 1271]
ad-subtitle: CHIMNEY SWEEP AND DUSTMAN, SYDNEY-SQUARE. [290, 1516, 412, 1534]
ad-subtitle: PUBLIC SALE OF FURNITURE. [23, 757, 130, 766]
ad-title: TUESDAY, 7th SEPTEMBER, [154, 48, 274, 58]
ad-title: FOR SALE.—An Improved Farm of 45 acres [571, 48, 679, 66]
ad-signature: HANNAH & CO., Lambton-quay. [306, 1110, 415, 1119]
ad-body: Adelaide-road, having the largest and most complete plant in the colony. The whole is in thorough working order, and immediate possession can be given. For further particulars, apply to [561, 558, 689, 608]
